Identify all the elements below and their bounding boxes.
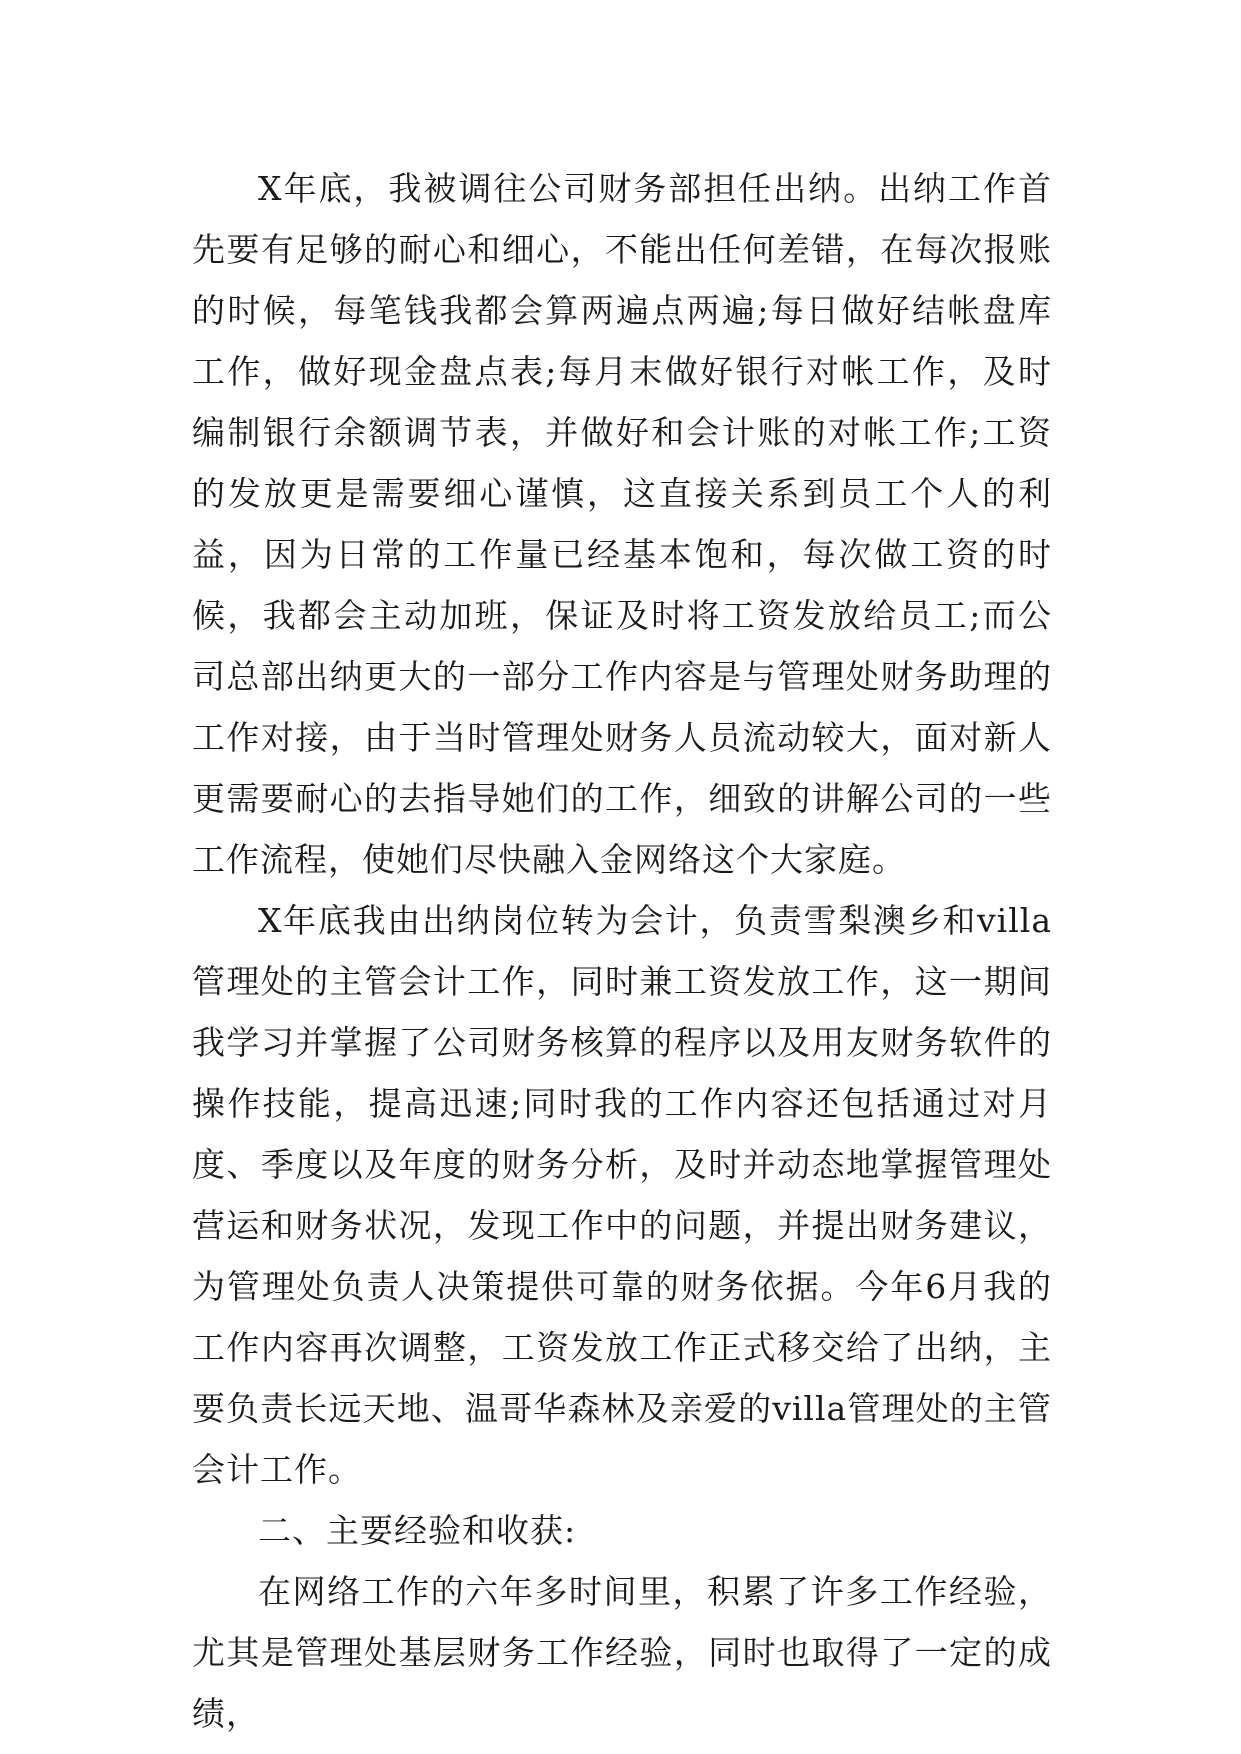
section-heading-experience: 二、主要经验和收获: [258, 1511, 577, 1550]
document-body [192, 158, 1052, 1744]
paragraph-accountant-role: X年底我由出纳岗位转为会计，负责雪梨澳乡和villa管理处的主管会计工作，同时兼工资发放工作，这一期间我学习并掌握了公司财务核算的程序以及用友财务软件的操作技能，提高迅速;同时我的工作内容还包括通过对月度、季度以及年度的财务分析，及时并动态地掌握管理处营运和财务状况，发现工作中的问题，并提出财务建议，为管理处负责人决策提供可靠的财务依据。今年6月我的工作内容再次调整，工资发放工作正式移交给了出纳，主要负责长远天地、温哥华森林及亲爱的villa管理处的主管会计工作。 [192, 901, 1052, 1489]
paragraph-cashier-duties: X年底，我被调往公司财务部担任出纳。出纳工作首先要有足够的耐心和细心，不能出任何差错，在每次报账的时候，每笔钱我都会算两遍点两遍;每日做好结帐盘库工作，做好现金盘点表;每月末做好银行对帐工作，及时编制银行余额调节表，并做好和会计账的对帐工作;工资的发放更是需要细心谨慎，这直接关系到员工个人的利益，因为日常的工作量已经基本饱和，每次做工资的时候，我都会主动加班，保证及时将工资发放给员工;而公司总部出纳更大的一部分工作内容是与管理处财务助理的工作对接，由于当时管理处财务人员流动较大，面对新人更需要耐心的去指导她们的工作，细致的讲解公司的一些工作流程，使她们尽快融入金网络这个大家庭。 [192, 169, 1052, 879]
paragraph-experience: 在网络工作的六年多时间里，积累了许多工作经验，尤其是管理处基层财务工作经验，同时也取得了一定的成绩， [192, 1572, 1052, 1733]
